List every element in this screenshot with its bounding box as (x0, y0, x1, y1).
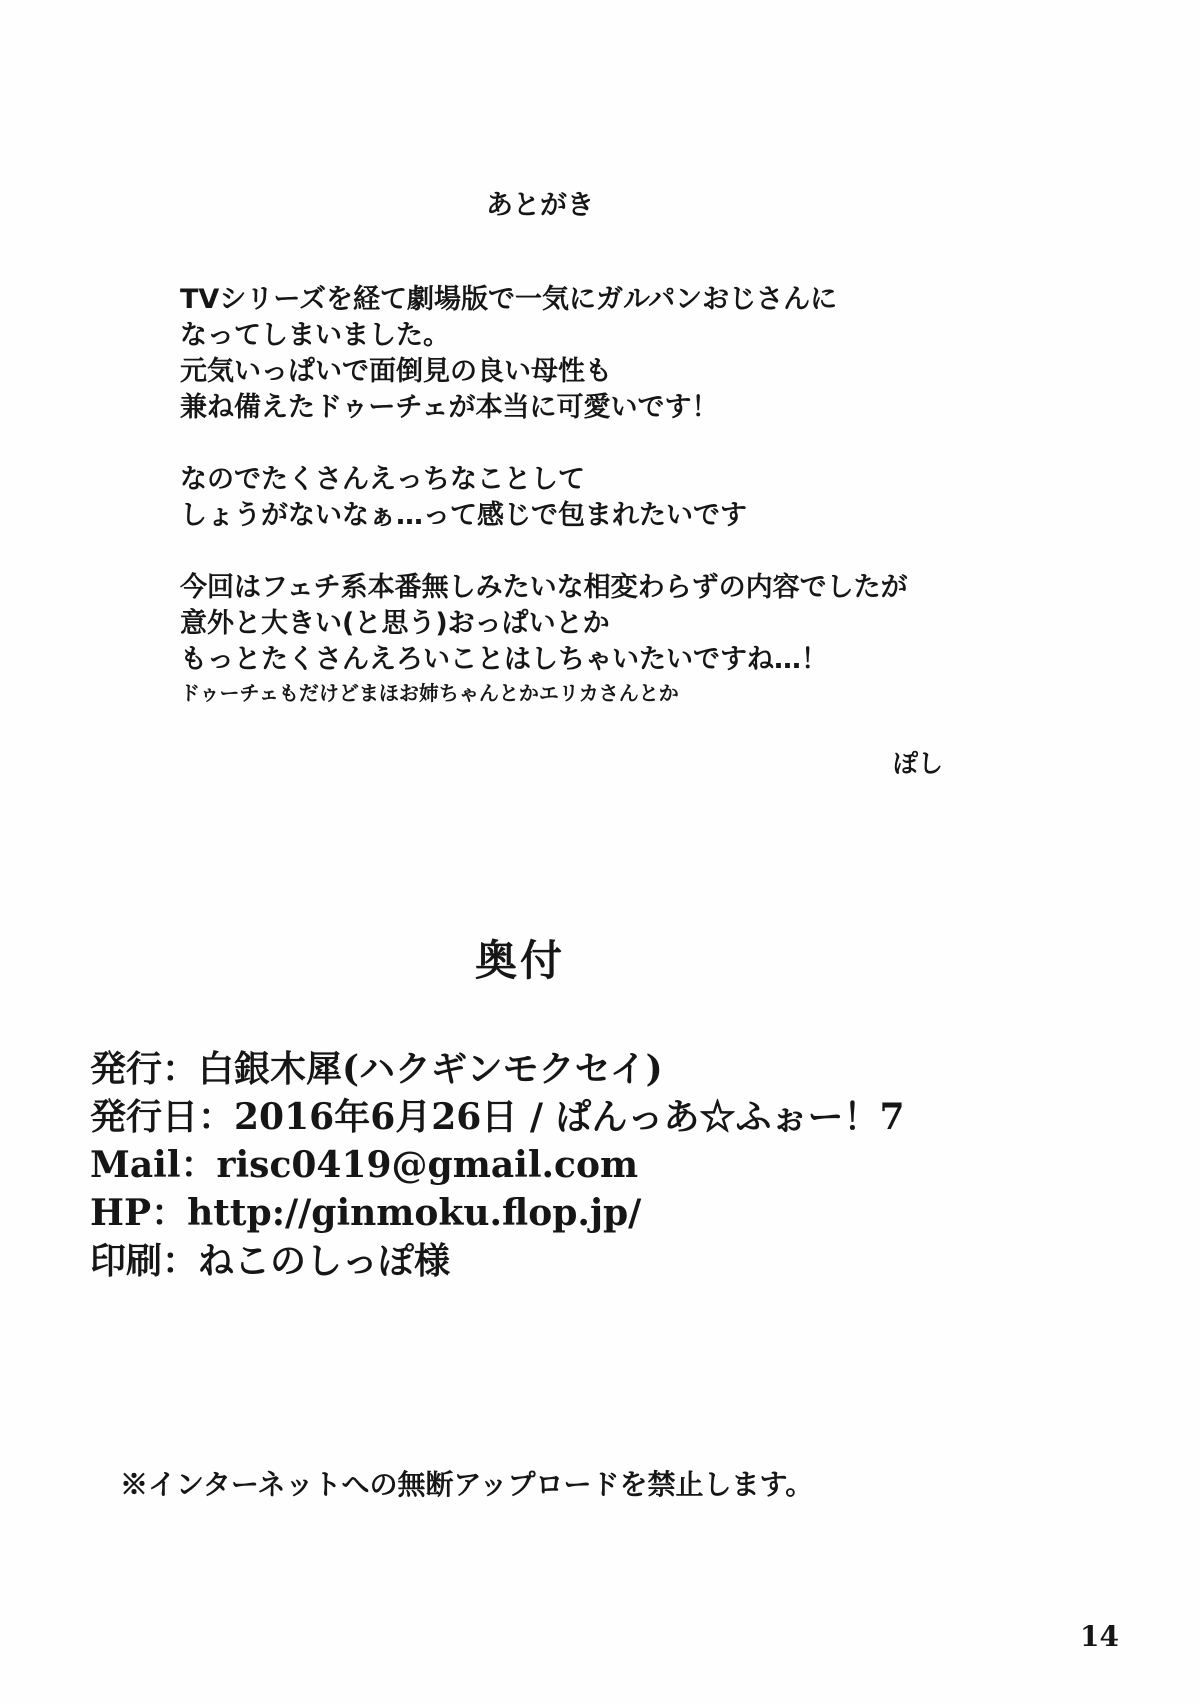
page-number: 14 (1080, 1620, 1119, 1653)
afterword-line: 今回はフェチ系本番無しみたいな相変わらずの内容でしたが (180, 572, 908, 603)
upload-prohibition-notice: ※インターネットへの無断アップロードを禁止します。 (120, 1468, 814, 1501)
colophon-title: 奥付 (474, 936, 565, 985)
afterword-line: 元気いっぱいで面倒見の良い母性も (180, 356, 612, 387)
afterword-paragraph-1 (180, 282, 1000, 426)
afterword-line: なのでたくさんえっちなことして (180, 464, 585, 495)
colophon-mail: Mail：risc0419@gmail.com (90, 1144, 639, 1186)
afterword-paragraph-2 (180, 462, 1000, 534)
colophon-publisher: 発行：白銀木犀(ハクギンモクセイ) (90, 1048, 663, 1090)
colophon-details (90, 1045, 905, 1285)
colophon-printer: 印刷：ねこのしっぽ様 (90, 1240, 451, 1282)
afterword-line: しょうがないなぁ…って感じで包まれたいです (180, 500, 747, 531)
afterword-line: TVシリーズを経て劇場版で一気にガルパンおじさんに (180, 284, 838, 315)
afterword-title: あとがき (486, 190, 594, 221)
author-signature: ぽし (893, 749, 944, 778)
afterword-body (180, 282, 1000, 708)
afterword-line: なってしまいました。 (180, 320, 450, 351)
afterword-paragraph-3 (180, 570, 1000, 708)
afterword-small-note: ドゥーチェもだけどまほお姉ちゃんとかエリカさんとか (180, 681, 679, 705)
afterword-line: 兼ね備えたドゥーチェが本当に可愛いです！ (180, 392, 719, 423)
colophon-homepage: HP：http://ginmoku.flop.jp/ (90, 1192, 642, 1234)
colophon-date: 発行日：2016年6月26日 / ぱんっあ☆ふぉー！7 (90, 1096, 905, 1138)
afterword-line: もっとたくさんえろいことはしちゃいたいですね…！ (180, 644, 828, 675)
afterword-line: 意外と大きい(と思う)おっぱいとか (180, 608, 610, 639)
